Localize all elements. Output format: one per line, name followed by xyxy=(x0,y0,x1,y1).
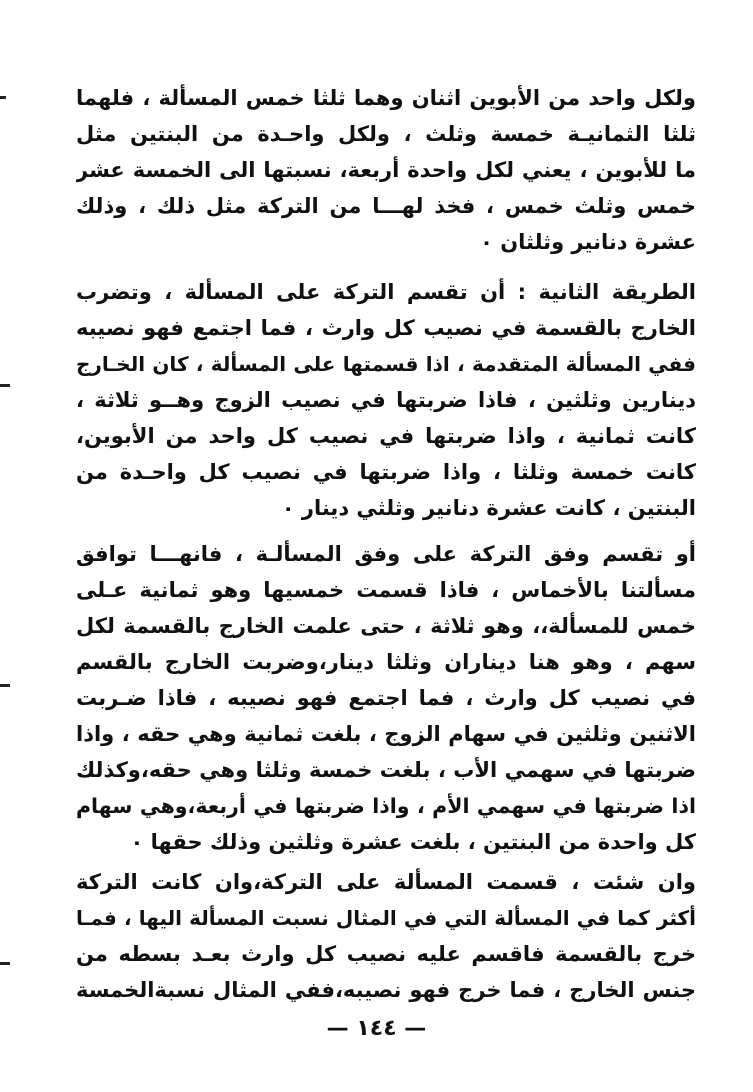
page-number: — ١٤٤ — xyxy=(326,1016,427,1041)
text-line: كل واحدة من البنتين ، بلغت عشرة وثلثين وذلك حقها ٠ xyxy=(130,830,696,854)
text-line: ضربتها في سهمي الأب ، بلغت خمسة وثلثا وهي حقه،وكذلك xyxy=(76,758,696,782)
text-line: كانت ثمانية ، واذا ضربتها في نصيب كل واحد من الأبوين، xyxy=(76,424,696,448)
text-line: عشرة دنانير وثلثان ٠ xyxy=(480,230,696,254)
text-line: جنس الخارج ، فما خرج فهو نصيبه،ففي المثال نسبةالخمسة xyxy=(76,978,696,1002)
text-line: الخارج بالقسمة في نصيب كل وارث ، فما اجتمع فهو نصيبه xyxy=(76,316,696,340)
paragraph-1 xyxy=(76,80,696,260)
text-line: مسألتنا بالأخماس ، فاذا قسمت خمسيها وهو ثمانية عـلى xyxy=(76,578,696,602)
text-line: البنتين ، كانت عشرة دنانير وثلثي دينار ٠ xyxy=(281,496,696,520)
margin-mark xyxy=(0,384,10,387)
margin-mark xyxy=(0,684,10,687)
text-line: ما للأبوين ، يعني لكل واحدة أربعة، نسبتها الى الخمسة عشر xyxy=(76,158,696,182)
text-line: ثلثا الثمانيـة خمسة وثلث ، ولكل واحـدة من البنتين مثل xyxy=(76,122,696,146)
text-line: كانت خمسة وثلثا ، واذا ضربتها في نصيب كل واحـدة من xyxy=(76,460,696,484)
text-line: اذا ضربتها في سهمي الأم ، واذا ضربتها في أربعة،وهي سهام xyxy=(76,794,696,818)
margin-mark xyxy=(0,96,6,99)
paragraph-2 xyxy=(76,274,696,526)
text-line: وان شئت ، قسمت المسألة على التركة،وان كانت التركة xyxy=(76,870,696,894)
text-line: خمس للمسألة،، وهو ثلاثة ، حتى علمت الخارج بالقسمة لكل xyxy=(76,614,696,638)
text-line: الاثنين وثلثين في سهام الزوج ، بلغت ثمانية وهي حقه ، واذا xyxy=(76,722,696,746)
paragraph-4 xyxy=(76,864,696,1008)
text-line: أو تقسم وفق التركة على وفق المسألـة ، فانهـــا توافق xyxy=(76,542,696,566)
text-line: الطريقة الثانية : أن تقسم التركة على المسألة ، وتضرب xyxy=(76,280,696,304)
text-line: خمس وثلث خمس ، فخذ لهـــا من التركة مثل ذلك ، وذلك xyxy=(76,194,696,218)
text-line: أكثر كما في المسألة التي في المثال نسبت المسألة اليها ، فمـا xyxy=(76,906,696,930)
text-line: ولكل واحد من الأبوين اثنان وهما ثلثا خمس المسألة ، فلهما xyxy=(76,86,696,110)
margin-mark xyxy=(0,962,10,965)
text-line: سهم ، وهو هنا ديناران وثلثا دينار،وضربت الخارج بالقسم xyxy=(76,650,696,674)
text-line: ففي المسألة المتقدمة ، اذا قسمتها على المسألة ، كان الخـارج xyxy=(76,352,696,376)
text-line: خرج بالقسمة فاقسم عليه نصيب كل وارث بعـد بسطه من xyxy=(76,942,696,966)
text-line: دينارين وثلثين ، فاذا ضربتها في نصيب الزوج وهــو ثلاثة ، xyxy=(76,388,696,412)
paragraph-3 xyxy=(76,536,696,860)
text-line: في نصيب كل وارث ، فما اجتمع فهو نصيبه ، فاذا ضـربت xyxy=(76,686,696,710)
